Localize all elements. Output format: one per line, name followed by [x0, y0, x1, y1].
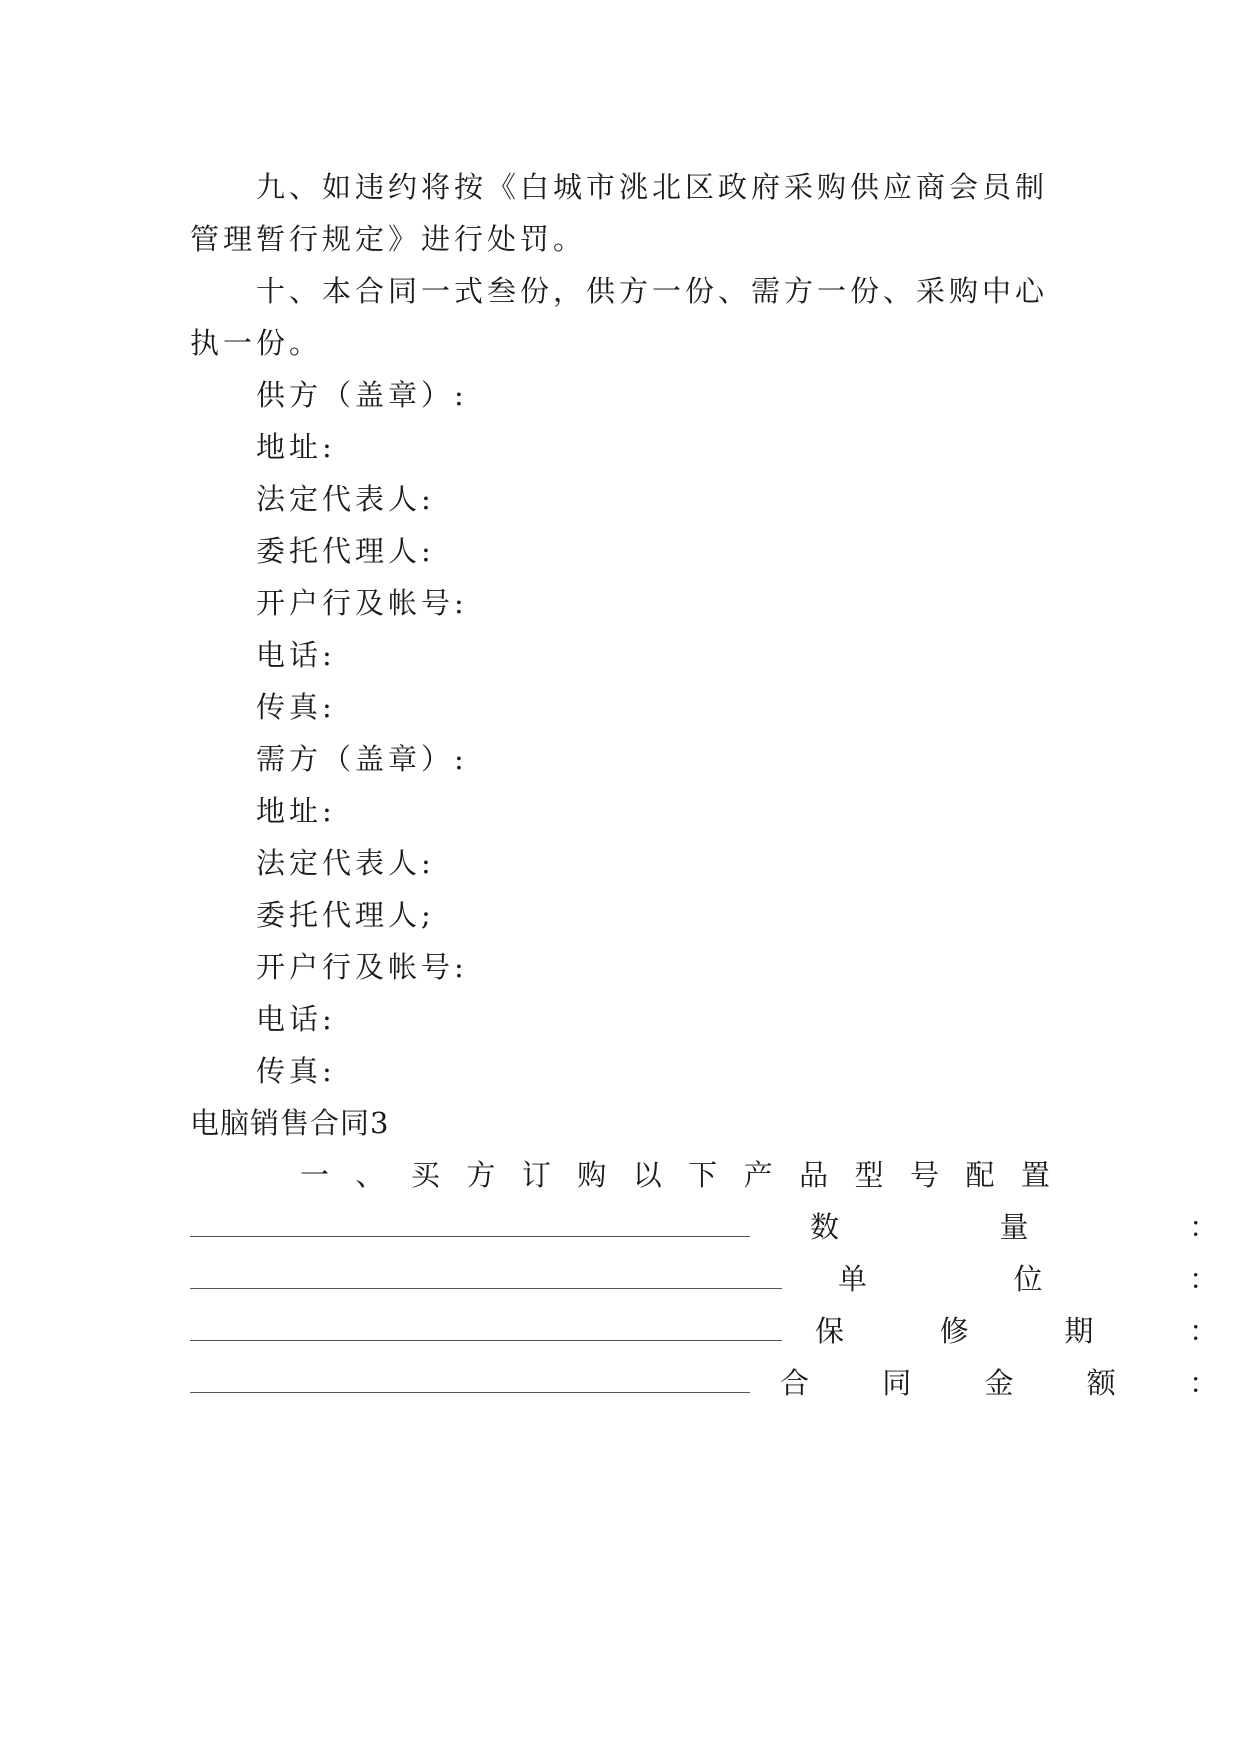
buyer-fax: 传真: — [256, 1054, 336, 1088]
field-label-char: ： — [1188, 1262, 1218, 1296]
supplier-agent: 委托代理人: — [256, 534, 435, 568]
clause-1-char: 、 — [355, 1158, 385, 1192]
field-quantity — [190, 1198, 1218, 1256]
quantity-label — [810, 1198, 1218, 1256]
supplier-address: 地址: — [256, 430, 336, 464]
field-unit — [190, 1250, 1218, 1308]
buyer-legal-rep: 法定代表人: — [256, 846, 435, 880]
supplier-seal: 供方（盖章）: — [256, 378, 468, 412]
unit-label — [838, 1250, 1218, 1308]
contract-amount-blank — [190, 1392, 750, 1393]
clause-1-char: 号 — [909, 1158, 939, 1192]
buyer-agent: 委托代理人; — [256, 898, 435, 932]
clause-1-char: 产 — [743, 1158, 773, 1192]
field-label-char: 合 — [780, 1366, 810, 1400]
clause-1-char: 置 — [1020, 1158, 1050, 1192]
field-label-char: ： — [1188, 1366, 1218, 1400]
buyer-address: 地址: — [256, 794, 336, 828]
supplier-phone: 电话: — [256, 638, 336, 672]
clause-1-char: 订 — [521, 1158, 551, 1192]
clause-1-char: 一 — [300, 1158, 330, 1192]
field-label-char: 同 — [882, 1366, 912, 1400]
supplier-legal-rep: 法定代表人: — [256, 482, 435, 516]
unit-blank — [190, 1288, 782, 1289]
clause-1-char: 买 — [410, 1158, 440, 1192]
field-label-char: 单 — [838, 1262, 868, 1296]
warranty-blank — [190, 1340, 782, 1341]
contract-3-title: 电脑销售合同3 — [190, 1106, 390, 1140]
clause-9-line-2: 管理暂行规定》进行处罚。 — [190, 222, 587, 256]
contract-3-clause-1 — [300, 1146, 1050, 1204]
field-label-char: ： — [1188, 1210, 1218, 1244]
buyer-phone: 电话: — [256, 1002, 336, 1036]
buyer-bank-account: 开户行及帐号: — [256, 950, 468, 984]
field-label-char: 保 — [815, 1314, 845, 1348]
clause-1-char: 以 — [632, 1158, 662, 1192]
quantity-blank — [190, 1236, 750, 1237]
supplier-fax: 传真: — [256, 690, 336, 724]
field-label-char: 修 — [939, 1314, 969, 1348]
field-label-char: 数 — [810, 1210, 840, 1244]
field-contract-amount — [190, 1354, 1218, 1412]
field-label-char: 量 — [999, 1210, 1029, 1244]
field-label-char: 金 — [984, 1366, 1014, 1400]
contract-amount-label — [780, 1354, 1218, 1412]
field-warranty — [190, 1302, 1218, 1360]
buyer-seal: 需方（盖章）: — [256, 742, 468, 776]
clause-9-line-1: 九、如违约将按《白城市洮北区政府采购供应商会员制 — [256, 170, 1049, 204]
clause-1-char: 配 — [965, 1158, 995, 1192]
clause-10-line-1: 十、本合同一式叁份，供方一份、需方一份、采购中心 — [256, 274, 1049, 308]
clause-1-char: 方 — [466, 1158, 496, 1192]
clause-10-line-2: 执一份。 — [190, 326, 323, 360]
warranty-label — [815, 1302, 1218, 1360]
field-label-char: ： — [1188, 1314, 1218, 1348]
field-label-char: 位 — [1013, 1262, 1043, 1296]
field-label-char: 期 — [1064, 1314, 1094, 1348]
field-label-char: 额 — [1086, 1366, 1116, 1400]
clause-1-char: 品 — [799, 1158, 829, 1192]
supplier-bank-account: 开户行及帐号: — [256, 586, 468, 620]
clause-1-char: 下 — [688, 1158, 718, 1192]
clause-1-char: 型 — [854, 1158, 884, 1192]
clause-1-char: 购 — [577, 1158, 607, 1192]
